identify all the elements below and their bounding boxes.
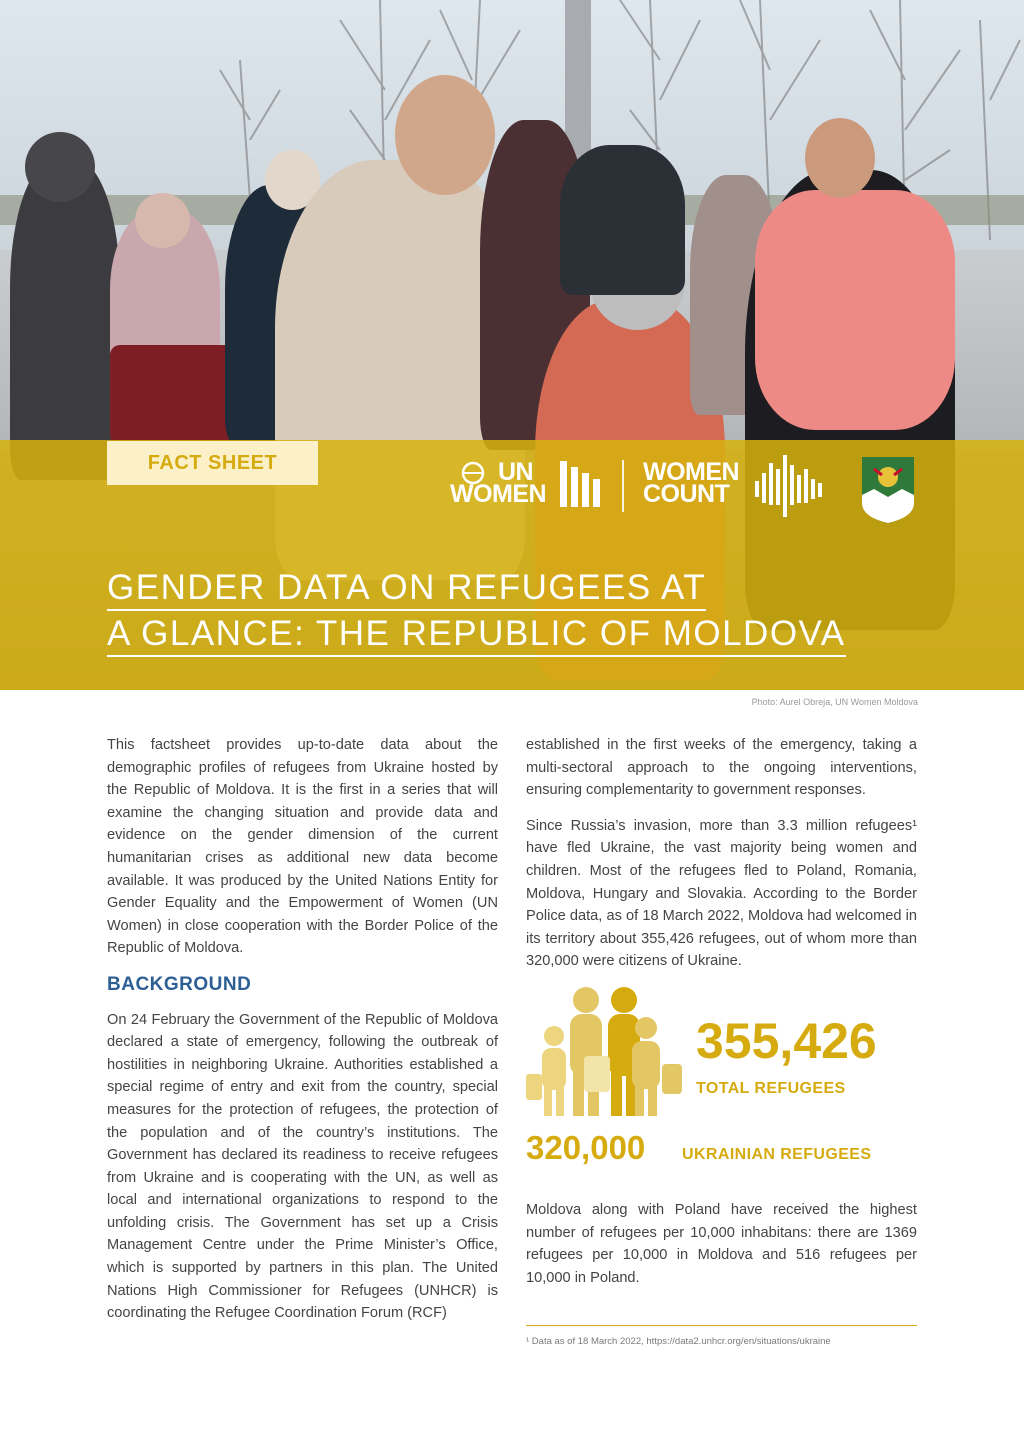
logo-divider [622,460,624,512]
child-left-head [135,193,190,248]
background-heading: BACKGROUND [107,973,252,995]
women-count-logo [643,458,740,508]
left-column [107,734,498,1338]
un-emblem-icon [452,461,494,485]
ukrainian-refugees-label: UKRAINIAN REFUGEES [682,1145,872,1163]
women-count-logo-line1: WOMEN [643,458,740,486]
footnote: ¹ Data as of 18 March 2022, https://data2.unhcr.org/en/situations/ukraine [526,1336,831,1347]
moldova-coat-of-arms-icon [860,455,916,523]
footnote-divider [526,1325,917,1326]
per-capita-paragraph: Moldova along with Poland have received the highest number of refugees per 10,000 inhabitans: there are 1369 refugees per 10,000 in Moldova and 516 refugees per 10,000 in Poland. [526,1201,917,1286]
partner-logos [450,455,920,525]
pink-blanket [755,190,955,430]
women-count-bars-icon [755,455,825,517]
page-title-line2: A GLANCE: THE REPUBLIC OF MOLDOVA [107,614,846,657]
woman-beige-head [395,75,495,195]
fact-sheet-tag: FACT SHEET [107,441,318,485]
total-refugees-value: 355,426 [696,1012,877,1069]
un-women-symbol-icon [560,461,600,507]
man-cap [560,145,685,295]
page-title-line1: GENDER DATA ON REFUGEES AT [107,568,706,611]
un-women-logo-line1: UN [498,458,534,486]
background-paragraph: On 24 February the Government of the Republic of Moldova declared a state of emergency, following the outbreak of hostilities in neighboring Ukraine. Authorities established a special regime of entry and exit from the country, special measures for the protection of refugees, the protection of the population and of the country’s institutions. The Government has declared its readiness to receive refugees from Ukraine and is cooperating with the UN, as well as local and international organizations to respond to the unfolding crisis. The Government has set up a Crisis Management Centre under the Prime Minister’s Office, which is supported by partners in this plan. The United Nations High Commissioner for Refugees (UNHCR) is coordinating the Refugee Coordination Forum (RCF) [107,1011,498,1322]
rcf-paragraph: established in the first weeks of the emergency, taking a multi-sectoral approach to the ongoing interventions, ensuring complementarity to government responses. [526,737,917,799]
intro-paragraph: This factsheet provides up-to-date data about the demographic profiles of refugees from Ukraine hosted by the Republic of Moldova. It is the first in a series that will examine the changing situation and provide data and evidence on the gender dimension of the current humanitarian crises as additional new data become available. It was produced by the United Nations Entity for Gender Equality and the Empowerment of Women (UN Women) in close cooperation with the Border Police of the Republic of Moldova. [107,737,498,957]
woman-pink-head [805,118,875,198]
photo-credit: Photo: Aurel Obreja, UN Women Moldova [751,697,918,707]
un-women-logo-line2: WOMEN [450,480,547,508]
refugee-family-icon [526,986,686,1121]
person-left [10,160,120,480]
ukrainian-refugees-value: 320,000 [526,1128,646,1166]
page-title [107,565,927,657]
right-column [526,734,917,1302]
refugee-stats [526,986,917,1191]
women-count-logo-line2: COUNT [643,480,730,508]
total-refugees-label: TOTAL REFUGEES [696,1079,846,1097]
person-left-head [25,132,95,202]
invasion-paragraph: Since Russia’s invasion, more than 3.3 million refugees¹ have fled Ukraine, the vast majority being women and children. Most of the refugees fled to Poland, Romania, Moldova, Hungary and Slovakia. According to the Border Police data, as of 18 March 2022, Moldova had welcomed in its territory about 355,426 refugees, out of whom more than 320,000 were citizens of Ukraine. [526,817,917,970]
